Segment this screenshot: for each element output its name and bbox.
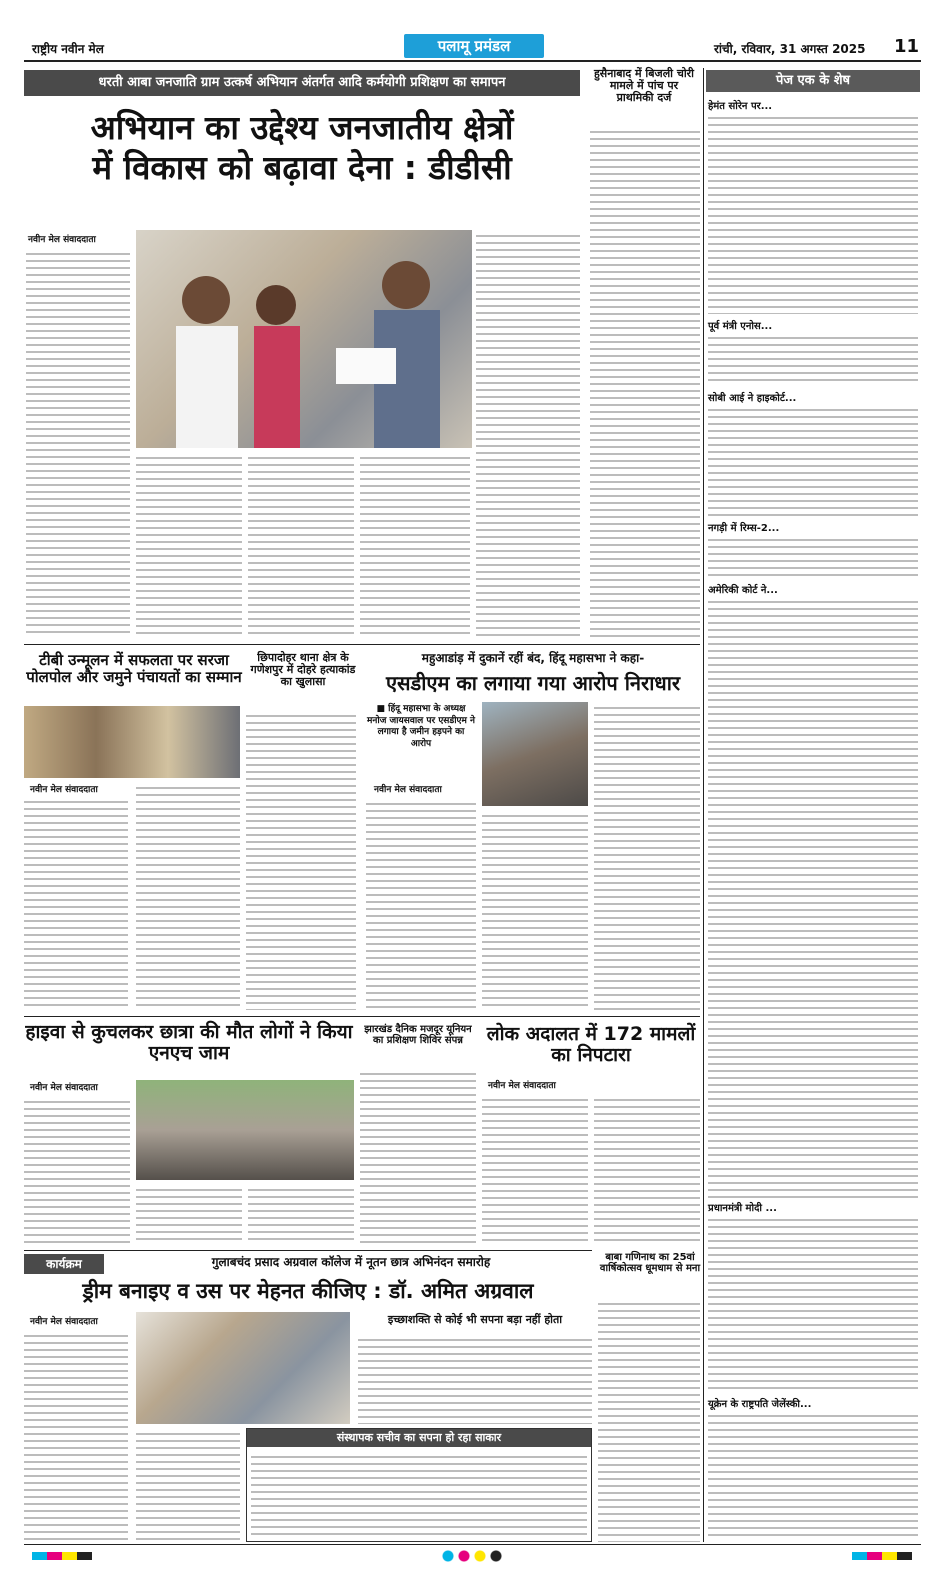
college-quote-text <box>358 1334 592 1424</box>
sidebar-item-6-text <box>708 1214 918 1392</box>
college-col-2-text <box>136 1428 240 1542</box>
sidebar-item-1-text <box>708 112 918 314</box>
lead-col-3-text <box>248 452 354 638</box>
mahuadanr-sub-text: हिंदू महासभा के अध्यक्ष मनोज जायसवाल पर एसडीएम ने लगाया है जमीन हड़पने का आरोप <box>366 704 476 750</box>
color-bar-center <box>440 1550 504 1562</box>
sidebar-item-3-text <box>708 404 918 520</box>
lok-adalat-col-2-text <box>594 1094 700 1244</box>
square-bullet-icon: ■ <box>376 704 389 714</box>
hywa-col-3-text <box>248 1184 354 1244</box>
union-col-1-text <box>360 1068 476 1244</box>
college-quote-head: इच्छाशक्ति से कोई भी सपना बड़ा नहीं होता <box>387 1313 563 1326</box>
paper-name: राष्ट्रीय नवीन मेल <box>32 42 104 56</box>
lead-headline-line-1: अभियान का उद्देश्य जनजातीय क्षेत्रों <box>90 108 514 147</box>
color-bar-left <box>32 1552 92 1560</box>
hywa-col-1-text <box>24 1096 130 1244</box>
sidebar-item-4: नगड़ी में रिम्स-2... <box>708 523 780 534</box>
college-box <box>246 1428 592 1542</box>
section-name: पलामू प्रमंडल <box>404 34 544 58</box>
college-box-head: संस्थापक सचीव का सपना हो रहा साकार <box>247 1429 591 1447</box>
sidebar-item-7: यूक्रेन के राष्ट्रपति जेलेंस्की... <box>708 1399 812 1410</box>
lead-col-5-text <box>476 230 580 638</box>
mahuadanr-kicker: महुआडांड़ में दुकानें रहीं बंद, हिंदू महासभा ने कहा- <box>421 651 645 665</box>
sidebar-item-1: हेमंत सोरेन पर... <box>708 101 773 112</box>
lok-adalat-col-1-text <box>482 1094 588 1244</box>
sidebar-title: पेज एक के शेष <box>706 70 920 92</box>
mahuadanr-col-1-text <box>366 798 476 1010</box>
hywa-byline: नवीन मेल संवाददाता <box>30 1083 98 1093</box>
people-photo-icon <box>136 230 472 448</box>
sidebar-item-5-text <box>708 596 918 1198</box>
baba-col-1-text <box>598 1298 700 1542</box>
union-headline: झारखंड दैनिक मजदूर यूनियन का प्रशिक्षण शिविर संपन्न <box>364 1024 472 1046</box>
masthead-rule <box>24 60 921 62</box>
college-kicker: गुलाबचंद प्रसाद अग्रवाल कॉलेज में नूतन छात्र अभिनंदन समारोह <box>211 1255 491 1269</box>
lead-photo <box>136 230 472 448</box>
hywa-photo <box>136 1080 354 1180</box>
mahuadanr-photo <box>482 702 588 806</box>
lead-col-2-text <box>136 452 242 638</box>
tb-byline: नवीन मेल संवाददाता <box>30 785 98 795</box>
lead-col-4-text <box>360 452 470 638</box>
sidebar-item-6: प्रधानमंत्री मोदी ... <box>708 1203 777 1214</box>
hywa-col-2-text <box>136 1184 242 1244</box>
row-3-rule <box>24 1016 700 1017</box>
dateline: रांची, रविवार, 31 अगस्त 2025 <box>714 42 866 56</box>
college-headline: ड्रीम बनाइए व उस पर मेहनत कीजिए : डॉ. अमित अग्रवाल <box>82 1279 534 1303</box>
lok-adalat-byline: नवीन मेल संवाददाता <box>488 1081 556 1091</box>
page-number: 11 <box>894 36 920 57</box>
sidebar-border <box>703 68 704 1542</box>
color-bar-right <box>852 1552 912 1560</box>
sidebar-item-4-text <box>708 534 918 578</box>
sidebar-item-5: अमेरिकी कोर्ट ने... <box>708 585 778 596</box>
college-box-text <box>251 1451 587 1537</box>
college-col-1-text <box>24 1330 128 1542</box>
lead-byline: नवीन मेल संवाददाता <box>28 235 96 245</box>
lead-kicker-text: धरती आबा जनजाति ग्राम उत्कर्ष अभियान अंतर्गत आदि कर्मयोगी प्रशिक्षण का समापन <box>98 75 506 90</box>
hussainabad-headline: हुसैनाबाद में बिजली चोरी मामले में पांच पर प्राथमिकी दर्ज <box>593 67 695 105</box>
college-label: कार्यक्रम <box>24 1254 104 1274</box>
footer-rule <box>24 1544 921 1545</box>
hussainabad-col-1-text <box>590 126 700 640</box>
sidebar-item-3: सोबी आई ने हाइकोर्ट... <box>708 393 797 404</box>
lead-kicker <box>24 70 580 96</box>
mahuadanr-headline: एसडीएम का लगाया गया आरोप निराधार <box>385 671 681 695</box>
tb-col-2-text <box>136 782 240 1010</box>
sidebar-item-2: पूर्व मंत्री एनोस... <box>708 321 773 332</box>
tb-photo <box>24 706 240 778</box>
row-2-rule <box>24 644 700 645</box>
lead-headline <box>24 110 580 187</box>
mahuadanr-byline: नवीन मेल संवाददाता <box>374 785 442 795</box>
mahuadanr-col-2-text <box>482 810 588 1010</box>
mahuadanr-sub <box>366 704 476 751</box>
chhipadohar-col-1-text <box>246 710 356 1010</box>
baba-headline: बाबा गणिनाथ का 25वां वार्षिकोत्सव धूमधाम से मना <box>599 1252 701 1274</box>
mahuadanr-col-3-text <box>594 702 700 1010</box>
row-4-rule <box>24 1250 592 1251</box>
sidebar-item-2-text <box>708 332 918 386</box>
chhipadohar-headline: छिपादोहर थाना क्षेत्र के गणेशपुर में दोहरे हत्याकांड का खुलासा <box>250 651 356 689</box>
lead-col-1-text <box>26 248 130 638</box>
sidebar-item-7-text <box>708 1410 918 1538</box>
tb-col-1-text <box>24 796 128 1010</box>
masthead <box>24 34 921 60</box>
lead-headline-line-2: में विकास को बढ़ावा देना : डीडीसी <box>92 148 512 188</box>
lok-adalat-headline: लोक अदालत में 172 मामलों का निपटारा <box>486 1023 696 1066</box>
tb-headline: टीबी उन्मूलन में सफलता पर सरजा पोलपोल और जमुने पंचायतों का सम्मान <box>26 651 242 686</box>
hywa-headline: हाइवा से कुचलकर छात्रा की मौत लोगों ने किया एनएच जाम <box>25 1021 353 1064</box>
college-byline: नवीन मेल संवाददाता <box>30 1317 98 1327</box>
college-photo <box>136 1312 350 1424</box>
